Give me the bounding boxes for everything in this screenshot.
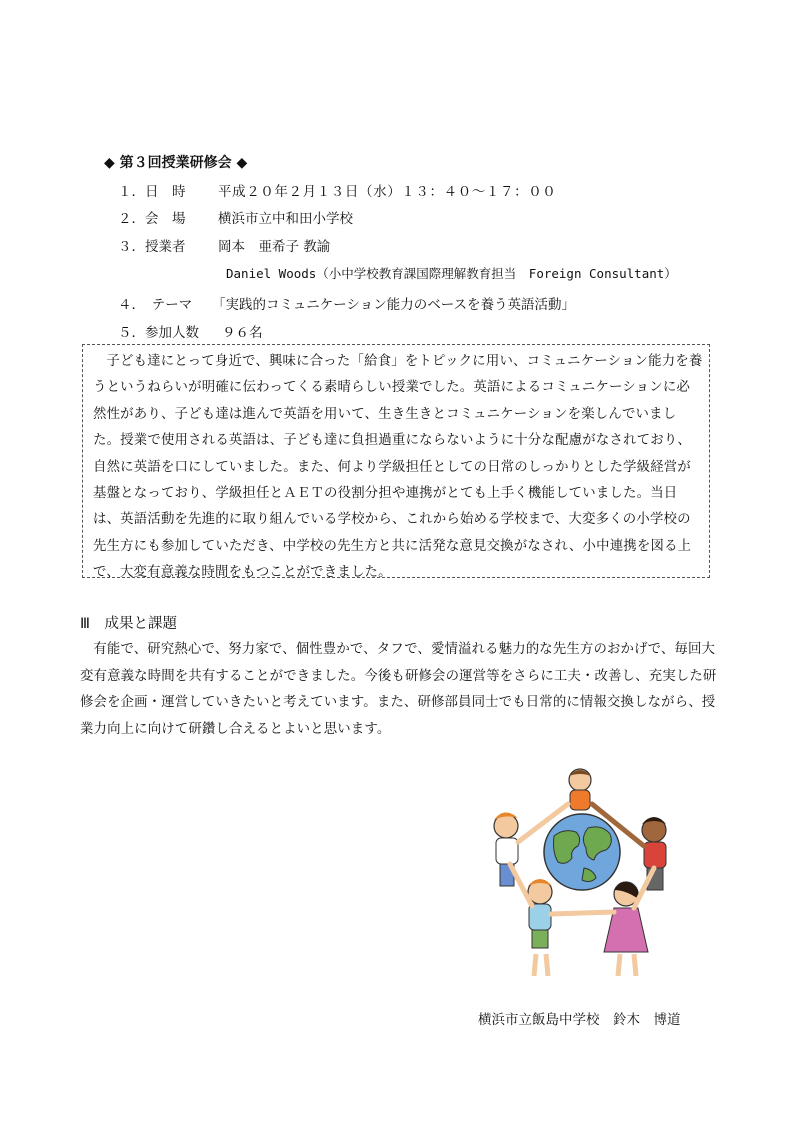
date-label: １．日 時 (118, 184, 186, 200)
participants-label: ５．参加人数 (118, 325, 199, 341)
date-value: 平成２０年２月１３日（水）１３：４０～１７：００ (218, 184, 557, 200)
report-text: 子ども達にとって身近で、興味に合った「給食」をトピックに用い、コミュニケーション能力を養うというねらいが明確に伝わってくる素晴らしい授業でした。英語によるコミュニケーションに必然性があり、子ども達は進んで英語を用いて、生き生きとコミュニケーションを楽しんでいました。授業で使用される英語は、子ども達に負担過重にならないように十分な配慮がなされており、自然に英語を口にしていました。また、何より学級担任としての日常のしっかりとした学級経営が基盤となっており、学級担任とＡＥＴの役割分担や連携がとても上手く機能していました。当日は、英語活動を先進的に取り組んでいる学校から、これから始める学校まで、大変多くの小学校の先生方にも参加していただき、中学校の先生方と共に活発な意見交換がなされ、小中連携を図る上で、大変有意義な時間をもつことができました。 (93, 354, 703, 581)
meeting-heading: ◆ 第３回授業研修会 ◆ (104, 155, 248, 171)
teacher-value-2: Daniel Woods（小中学校教育課国際理解教育担当 Foreign Consultant） (226, 266, 677, 281)
participants-value: ９６名 (222, 325, 263, 341)
signature: 横浜市立飯島中学校 鈴木 博道 (478, 1012, 681, 1028)
section-body-container (80, 637, 720, 743)
children-around-globe-illustration (484, 768, 680, 990)
theme-value: 「実践的コミュニケーション能力のベースを養う英語活動」 (212, 297, 576, 313)
report-box (82, 344, 710, 581)
teacher-value: 岡本 亜希子 教諭 (218, 239, 331, 255)
teacher-label: ３．授業者 (118, 239, 186, 255)
section-title: Ⅲ 成果と課題 (80, 616, 177, 632)
section-body: 有能で、研究熱心で、努力家で、個性豊かで、タフで、愛情溢れる魅力的な先生方のおかげで、毎回大変有意義な時間を共有することができました。今後も研修会の運営等をさらに工夫・改善し、充実した研修会を企画・運営していきたいと考えています。また、研修部員同士でも日常的に情報交換しながら、授業力向上に向けて研鑽し合えるとよいと思います。 (80, 642, 717, 737)
venue-label: ２．会 場 (118, 211, 186, 227)
theme-label: ４． テーマ (118, 297, 193, 313)
venue-value: 横浜市立中和田小学校 (218, 211, 353, 227)
